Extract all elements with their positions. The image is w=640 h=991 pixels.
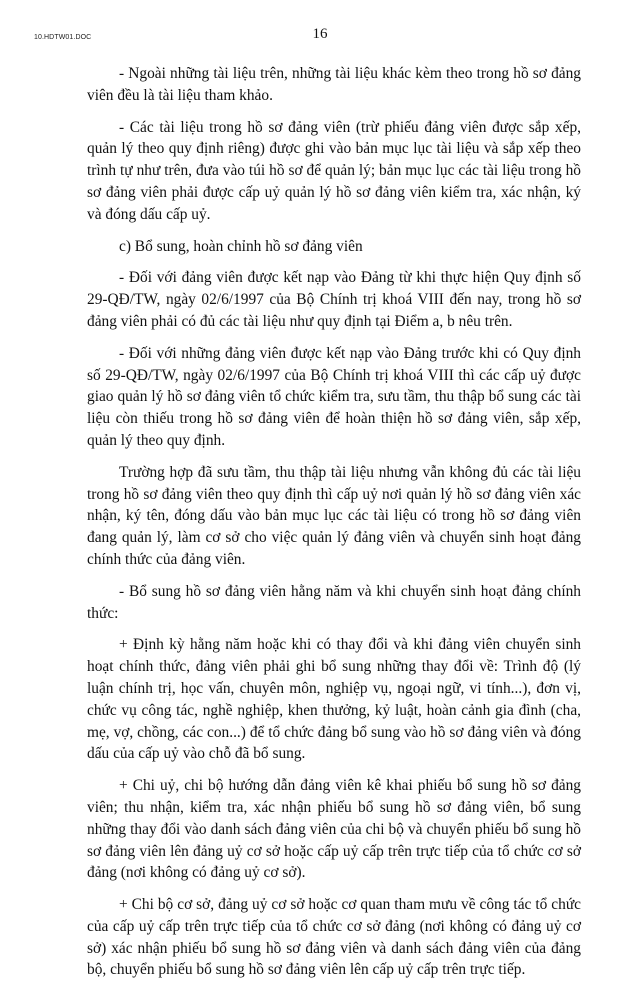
paragraph-admitted-before-1997: - Đối với những đảng viên được kết nạp vào Đảng trước khi có Quy định số 29-QĐ/TW, ngày 02/6/1997 của Bộ Chính trị khoá VIII thì các cấp uỷ được giao quản lý hồ sơ đảng viên tổ chức kiểm tra, sưu tầm, thu thập bổ sung các tài liệu còn thiếu trong hồ sơ đảng viên để hoàn thiện hồ sơ đảng viên, sắp xếp, quản lý theo quy định.	[87, 344, 581, 449]
paragraph-periodic-update: + Định kỳ hằng năm hoặc khi có thay đổi và khi đảng viên chuyển sinh hoạt chính thức, đảng viên phải ghi bổ sung những thay đổi về: Trình độ (lý luận chính trị, học vấn, chuyên môn, nghiệp vụ, ngoại ngữ, vi tính...), đơn vị, chức vụ công tác, nghề nghiệp, khen thưởng, kỷ luật, hoàn cảnh gia đình (cha, mẹ, vợ, chồng, các con...) để tổ chức đảng bổ sung vào hồ sơ đảng viên và đóng dấu của cấp uỷ vào chỗ đã bổ sung.	[87, 636, 581, 763]
paragraph-annual-supplement: - Bổ sung hồ sơ đảng viên hằng năm và khi chuyển sinh hoạt đảng chính thức:	[87, 582, 581, 622]
page-number: 16	[312, 26, 328, 42]
paragraph-grassroots-confirmation: + Chi bộ cơ sở, đảng uỷ cơ sở hoặc cơ quan tham mưu về công tác tổ chức của cấp uỷ cấp trên trực tiếp của tổ chức cơ sở đảng (nơi không có đảng uỷ cơ sở) xác nhận phiếu bổ sung hồ sơ đảng viên và danh sách đảng viên của đảng bộ, chuyển phiếu bổ sung hồ sơ đảng viên lên cấp uỷ cấp trên trực tiếp.	[87, 896, 581, 979]
section-heading-c: c) Bổ sung, hoàn chỉnh hồ sơ đảng viên	[119, 237, 363, 255]
document-body	[87, 63, 581, 991]
paragraph-document-index: - Các tài liệu trong hồ sơ đảng viên (trừ phiếu đảng viên được sắp xếp, quản lý theo quy định riêng) được ghi vào bản mục lục tài liệu và sắp xếp theo trình tự như trên, đưa vào túi hồ sơ để quản lý; bản mục lục các tài liệu trong hồ sơ đảng viên phải được cấp uỷ quản lý hồ sơ đảng viên kiểm tra, xác nhận, ký và đóng dấu cấp uỷ.	[87, 118, 581, 223]
paragraph-incomplete-records: Trường hợp đã sưu tầm, thu thập tài liệu nhưng vẫn không đủ các tài liệu trong hồ sơ đảng viên theo quy định thì cấp uỷ nơi quản lý hồ sơ đảng viên xác nhận, ký tên, đóng dấu vào bản mục lục các tài liệu có trong hồ sơ đảng viên đang quản lý, làm cơ sở cho việc quản lý đảng viên và chuyển sinh hoạt đảng chính thức của đảng viên.	[87, 463, 581, 568]
paragraph-branch-guidance: + Chi uỷ, chi bộ hướng dẫn đảng viên kê khai phiếu bổ sung hồ sơ đảng viên; thu nhận, kiểm tra, xác nhận phiếu bổ sung hồ sơ đảng viên, bổ sung những thay đổi vào danh sách đảng viên của chi bộ và chuyển phiếu bổ sung hồ sơ đảng viên lên đảng uỷ cơ sở hoặc cấp uỷ cấp trên trực tiếp của tổ chức cơ sở đảng (nơi không có đảng uỷ cơ sở).	[87, 777, 581, 882]
paragraph-admitted-since-1997: - Đối với đảng viên được kết nạp vào Đảng từ khi thực hiện Quy định số 29-QĐ/TW, ngày 02/6/1997 của Bộ Chính trị khoá VIII đến nay, trong hồ sơ đảng viên phải có đủ các tài liệu như quy định tại Điểm a, b nêu trên.	[87, 269, 581, 330]
document-file-name: 10.HDTW01.DOC	[34, 34, 92, 41]
paragraph-reference-documents: - Ngoài những tài liệu trên, những tài liệu khác kèm theo trong hồ sơ đảng viên đều là tài liệu tham khảo.	[87, 65, 581, 104]
